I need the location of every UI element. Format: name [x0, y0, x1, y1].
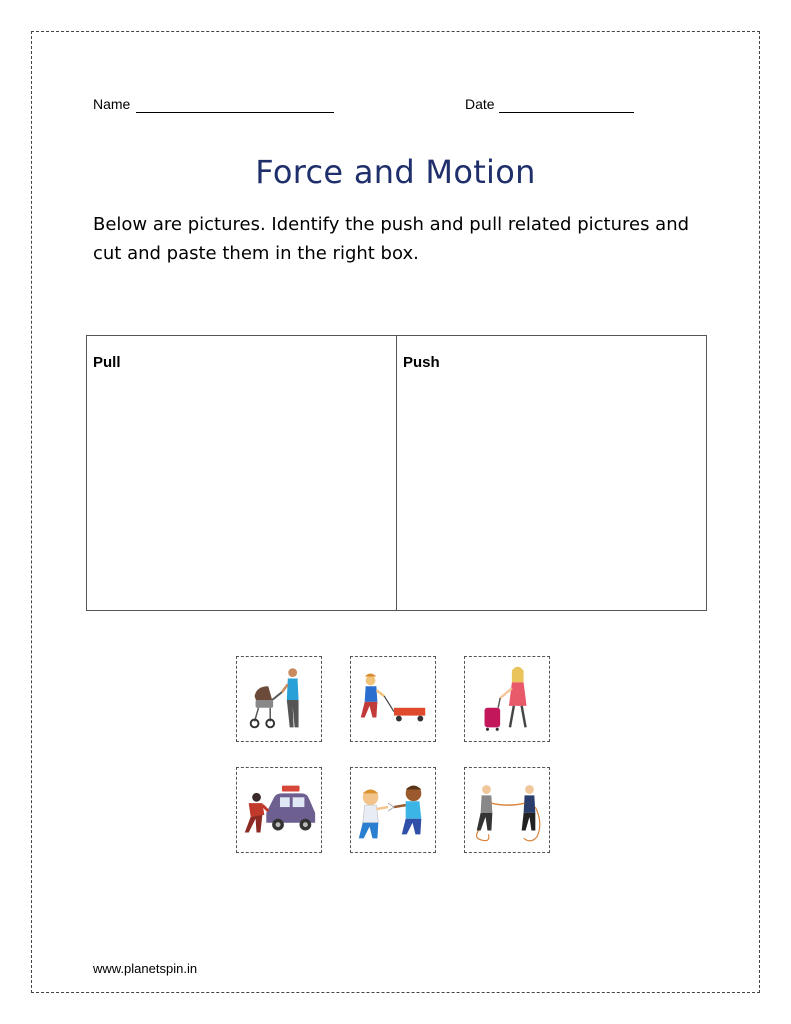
- push-box[interactable]: [396, 336, 706, 610]
- suitcase-pull-icon: [465, 657, 549, 741]
- name-field[interactable]: [136, 112, 334, 113]
- tug-of-war-icon: [465, 768, 549, 852]
- date-label: Date: [465, 96, 495, 112]
- picture-card-tug-of-war[interactable]: [464, 767, 550, 853]
- instructions-text: Below are pictures. Identify the push and pull related pictures and cut and paste them in the right box.: [93, 214, 690, 264]
- name-label: Name: [93, 96, 131, 112]
- push-label: Push: [403, 354, 440, 371]
- sorting-table: [86, 335, 707, 611]
- picture-card-wagon[interactable]: [350, 656, 436, 742]
- footer-website: www.planetspin.in: [93, 961, 198, 976]
- wagon-pull-icon: [351, 657, 435, 741]
- pull-box[interactable]: [87, 336, 396, 610]
- picture-card-car[interactable]: [236, 767, 322, 853]
- car-push-icon: [237, 768, 321, 852]
- stroller-push-icon: [237, 657, 321, 741]
- pull-label: Pull: [93, 354, 121, 371]
- picture-card-suitcase[interactable]: [464, 656, 550, 742]
- picture-card-stroller[interactable]: [236, 656, 322, 742]
- page-title: Force and Motion: [255, 153, 536, 191]
- date-field[interactable]: [499, 112, 634, 113]
- picture-card-kids[interactable]: [350, 767, 436, 853]
- kids-push-icon: [351, 768, 435, 852]
